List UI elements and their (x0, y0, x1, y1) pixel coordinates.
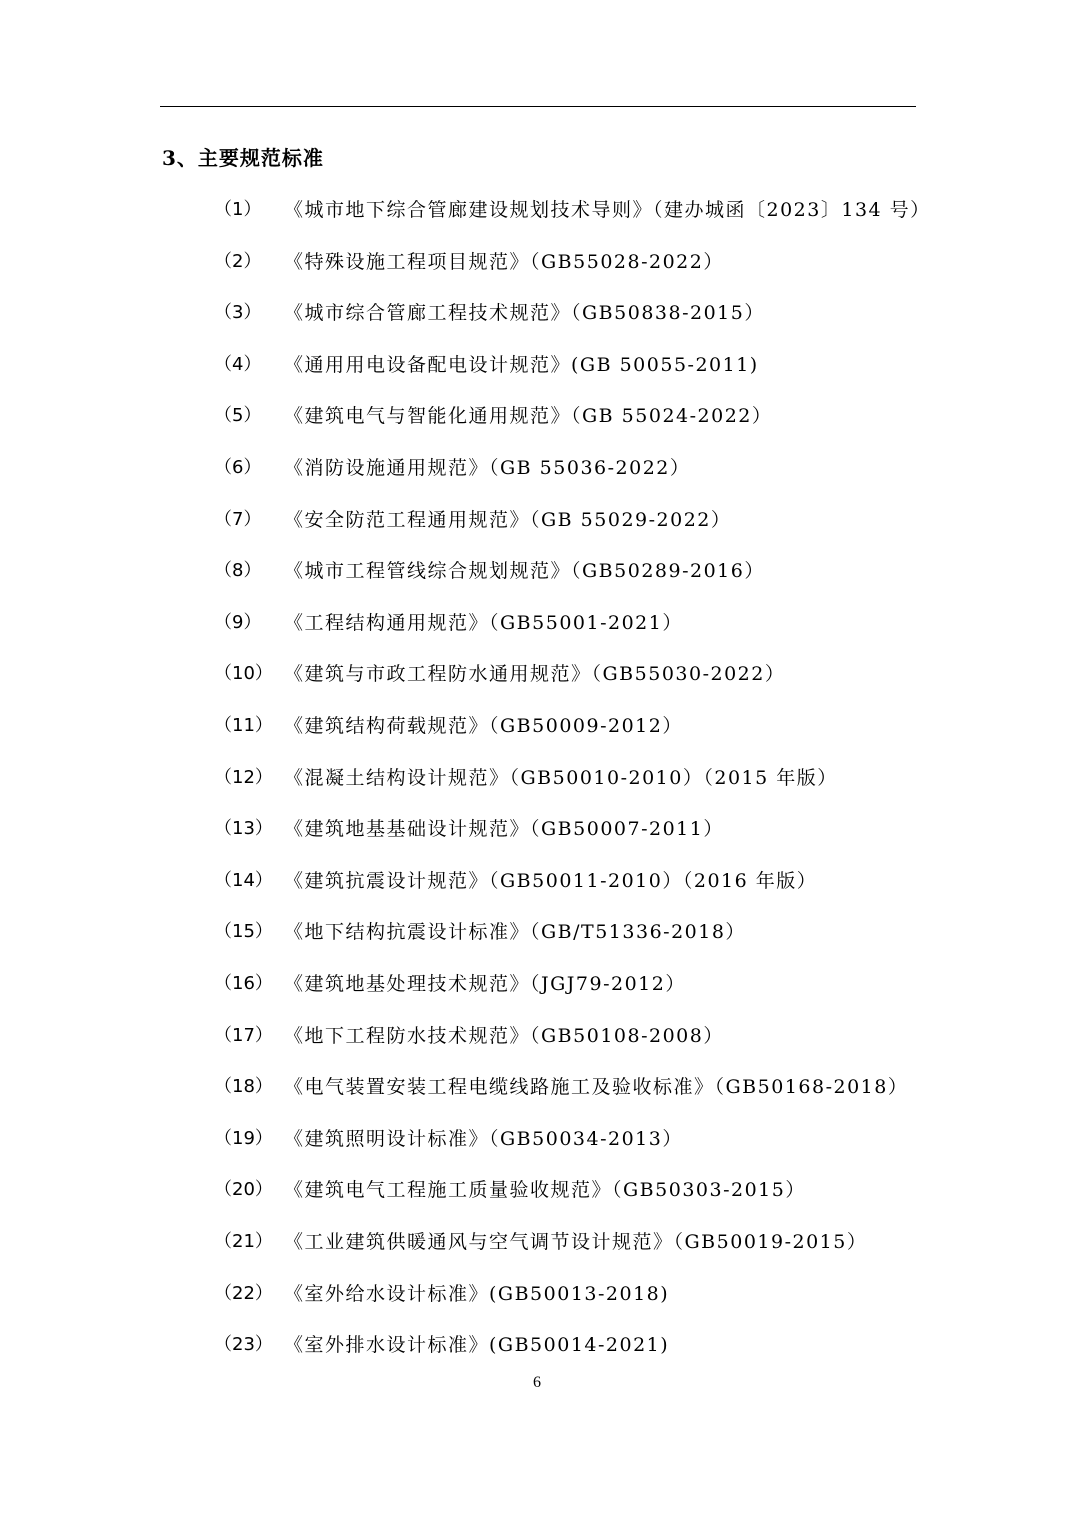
item-title: 《室外给水设计标准》(GB50013-2018) (284, 1282, 670, 1305)
page-number: 6 (533, 1374, 541, 1391)
item-number: （7） (214, 508, 262, 530)
item-number: （20） (214, 1179, 273, 1201)
item-number: （15） (214, 921, 273, 943)
item-number: （16） (214, 973, 273, 994)
item-title: 《城市地下综合管廊建设规划技术导则》（建办城函〔2023〕134 号） (284, 199, 931, 221)
item-title: 《建筑电气与智能化通用规范》（GB 55024-2022） (284, 405, 773, 428)
header-rule (160, 106, 916, 107)
item-title: 《工业建筑供暖通风与空气调节设计规范》（GB50019-2015） (284, 1231, 868, 1253)
item-number: （3） (214, 302, 262, 324)
item-number: （2） (214, 250, 262, 272)
item-title: 《混凝土结构设计规范》（GB50010-2010）（2015 年版） (284, 766, 838, 789)
item-title: 《通用用电设备配电设计规范》(GB 50055-2011) (284, 353, 759, 376)
item-number: （8） (214, 560, 262, 582)
item-title: 《电气装置安装工程电缆线路施工及验收标准》（GB50168-2018） (284, 1076, 909, 1099)
item-title: 《特殊设施工程项目规范》（GB55028-2022） (284, 250, 724, 273)
item-number: （23） (214, 1334, 273, 1356)
item-number: （18） (214, 1076, 273, 1098)
item-number: （1） (214, 199, 262, 220)
item-number: （21） (214, 1231, 273, 1252)
item-number: （13） (214, 818, 273, 840)
item-number: （19） (214, 1127, 273, 1149)
item-number: （12） (214, 766, 273, 788)
item-number: （11） (214, 715, 273, 736)
item-title: 《工程结构通用规范》（GB55001-2021） (284, 611, 683, 634)
item-title: 《城市工程管线综合规划规范》（GB50289-2016） (284, 560, 765, 583)
item-title: 《建筑抗震设计规范》（GB50011-2010）（2016 年版） (284, 869, 818, 892)
item-title: 《建筑照明设计标准》（GB50034-2013） (284, 1127, 683, 1150)
item-number: （4） (214, 353, 262, 375)
item-title: 《安全防范工程通用规范》（GB 55029-2022） (284, 508, 732, 531)
item-title: 《建筑电气工程施工质量验收规范》（GB50303-2015） (284, 1179, 806, 1202)
item-number: （9） (214, 611, 262, 633)
item-title: 《室外排水设计标准》(GB50014-2021) (284, 1334, 670, 1357)
item-number: （6） (214, 457, 262, 478)
item-title: 《城市综合管廊工程技术规范》（GB50838-2015） (284, 302, 765, 325)
item-title: 《地下工程防水技术规范》（GB50108-2008） (284, 1024, 724, 1047)
item-number: （5） (214, 405, 262, 427)
item-number: （22） (214, 1282, 273, 1304)
item-title: 《消防设施通用规范》（GB 55036-2022） (284, 457, 691, 479)
item-number: （10） (214, 663, 273, 685)
section-heading: 3、主要规范标准 (162, 146, 324, 170)
item-title: 《建筑地基基础设计规范》（GB50007-2011） (284, 818, 724, 841)
item-title: 《建筑与市政工程防水通用规范》（GB55030-2022） (284, 663, 786, 686)
item-title: 《地下结构抗震设计标准》（GB/T51336-2018） (284, 921, 746, 944)
item-number: （14） (214, 869, 273, 891)
item-title: 《建筑地基处理技术规范》（JGJ79-2012） (284, 973, 686, 995)
item-title: 《建筑结构荷载规范》（GB50009-2012） (284, 715, 683, 737)
item-number: （17） (214, 1024, 273, 1046)
